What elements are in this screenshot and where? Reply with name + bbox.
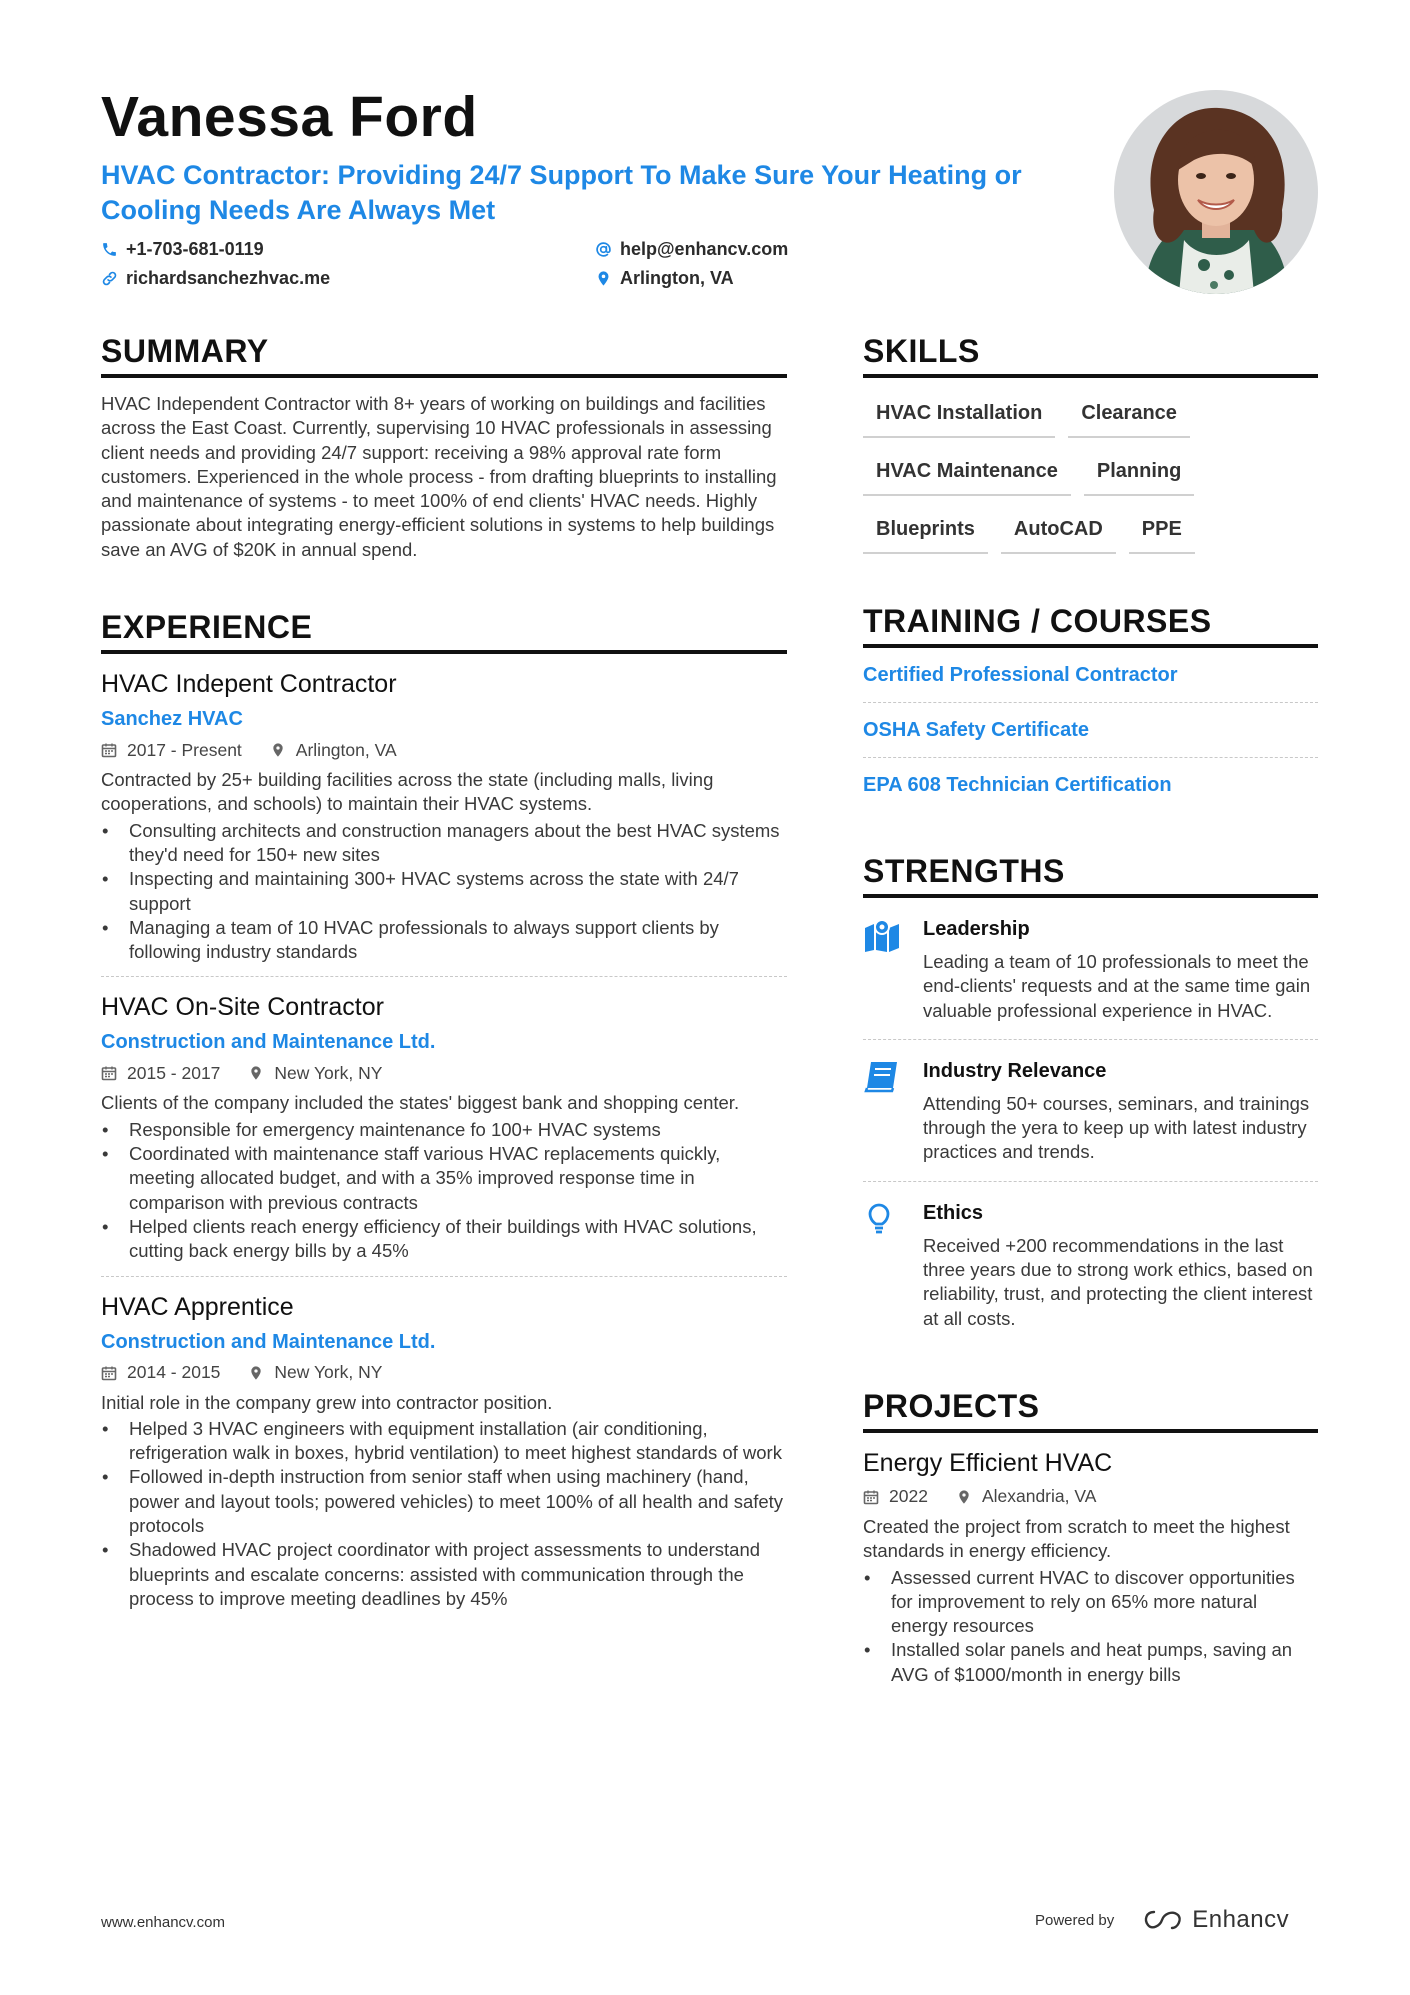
- powered-by-text: Powered by: [1035, 1911, 1115, 1929]
- training-section: [863, 602, 1318, 812]
- skill-tag: HVAC Maintenance: [863, 446, 1071, 496]
- contact-email[interactable]: [595, 238, 1089, 261]
- strength-body: [923, 1200, 1318, 1331]
- skill-tag: HVAC Installation: [863, 388, 1055, 438]
- job-title: HVAC Indepent Contractor: [101, 670, 397, 699]
- skill-tag: Clearance: [1068, 388, 1190, 438]
- bullet-item: • Helped 3 HVAC engineers with equipment installation (air conditioning, refrigeration walk in boxes, hybrid ventilation) to meet highest standards of work: [101, 1417, 787, 1466]
- bullet-item: • Assessed current HVAC to discover opportunities for improvement to rely on 65% more natural energy resources: [863, 1566, 1318, 1639]
- job-bullets: [101, 1118, 787, 1264]
- bullet-item: • Installed solar panels and heat pumps, saving an AVG of $1000/month in energy bills: [863, 1638, 1318, 1687]
- bullet-item: • Followed in-depth instruction from senior staff when using machinery (hand, power and layout tools; powered vehicles) to meet 100% of all health and safety protocols: [101, 1465, 787, 1538]
- project-title: Energy Efficient HVAC: [863, 1448, 1113, 1477]
- resume-header: [101, 84, 1101, 290]
- course-item: EPA 608 Technician Certification: [863, 774, 1172, 796]
- headline: HVAC Contractor: Providing 24/7 Support To Make Sure Your Heating or Cooling Needs Are Always Met: [101, 160, 1022, 225]
- strength-title: Industry Relevance: [923, 1059, 1107, 1082]
- strength-body: [923, 1058, 1318, 1165]
- location-pin-icon: [595, 270, 612, 287]
- strength-item: [863, 1040, 1318, 1182]
- course-item: OSHA Safety Certificate: [863, 703, 1318, 758]
- strengths-heading: STRENGTHS: [863, 852, 1318, 898]
- job-bullets: [101, 1417, 787, 1611]
- bullet-item: • Consulting architects and construction managers about the best HVAC systems they'd need for 150+ new sites: [101, 819, 787, 868]
- strength-title: Ethics: [923, 1201, 984, 1224]
- summary-heading: SUMMARY: [101, 332, 787, 378]
- job-location: New York, NY: [248, 1063, 382, 1084]
- skill-tag: Blueprints: [863, 504, 988, 554]
- experience-entry: [101, 668, 787, 977]
- experience-entry: [101, 991, 787, 1276]
- website-text: richardsanchezhvac.me: [126, 268, 331, 288]
- company-name: Construction and Maintenance Ltd.: [101, 1031, 436, 1054]
- job-bullets: [101, 819, 787, 965]
- contact-info: [101, 238, 1101, 290]
- project-entry: [863, 1447, 1318, 1699]
- strength-description: Received +200 recommendations in the last three years due to strong work ethics, based on reliability, trust, and protecting the client interest at all costs.: [923, 1234, 1313, 1329]
- phone-icon: [101, 241, 118, 258]
- projects-section: [863, 1387, 1318, 1699]
- company-name: Construction and Maintenance Ltd.: [101, 1330, 436, 1353]
- candidate-name: Vanessa Ford: [101, 85, 478, 149]
- location-text: Arlington, VA: [620, 268, 734, 288]
- map-icon: [863, 916, 923, 1023]
- experience-section: [101, 608, 787, 1623]
- job-dates: 2017 - Present: [101, 740, 242, 761]
- contact-website[interactable]: [101, 267, 595, 290]
- strength-item: [863, 1182, 1318, 1347]
- project-dates: 2022: [863, 1486, 928, 1507]
- calendar-icon: [101, 742, 117, 758]
- phone-text: +1-703-681-0119: [126, 239, 264, 259]
- job-location: Arlington, VA: [270, 740, 397, 761]
- summary-section: [101, 332, 787, 562]
- link-icon: [101, 270, 118, 287]
- project-meta: [863, 1485, 1318, 1509]
- calendar-icon: [101, 1065, 117, 1081]
- enhancv-logo-icon: [1140, 1908, 1184, 1932]
- summary-text: HVAC Independent Contractor with 8+ years of working on buildings and facilities across the East Coast. Currently, supervising 10 HVAC professionals in assessing client needs and providing 24/7 support: receiving a 98% approval rate form customers. Experienced in the whole process - from drafting blueprints to installing and maintenance of systems - to meet 100% of end clients' HVAC needs. Highly passionate about integrating energy-efficient solutions in systems to help buildings save an AVG of $20K in annual spend.: [101, 393, 777, 560]
- skills-section: [863, 332, 1318, 562]
- job-description: Clients of the company included the states' biggest bank and shopping center.: [101, 1092, 740, 1114]
- bullet-item: • Coordinated with maintenance staff various HVAC replacements quickly, meeting allocated budget, and with a 35% improved response time in comparison with previous contracts: [101, 1142, 787, 1215]
- strength-description: Attending 50+ courses, seminars, and trainings through the yera to keep up with latest industry practices and trends.: [923, 1092, 1310, 1163]
- footer-branding: [1035, 1906, 1289, 1934]
- lightbulb-icon: [863, 1200, 923, 1331]
- location-pin-icon: [248, 1065, 264, 1081]
- job-description: Initial role in the company grew into contractor position.: [101, 1391, 553, 1413]
- skill-tag: PPE: [1129, 504, 1195, 554]
- job-title: HVAC On-Site Contractor: [101, 993, 384, 1022]
- strength-item: [863, 898, 1318, 1040]
- bullet-item: • Inspecting and maintaining 300+ HVAC systems across the state with 24/7 support: [101, 867, 787, 916]
- profile-photo: [1114, 90, 1318, 294]
- bullet-item: • Shadowed HVAC project coordinator with project assessments to understand blueprints and escalate concerns: assisted with communication through the process to improve meeting deadlines by 45%: [101, 1538, 787, 1611]
- bullet-item: • Responsible for emergency maintenance fo 100+ HVAC systems: [101, 1118, 787, 1142]
- calendar-icon: [101, 1365, 117, 1381]
- footer-website[interactable]: www.enhancv.com: [101, 1914, 225, 1931]
- calendar-icon: [863, 1489, 879, 1505]
- skills-heading: SKILLS: [863, 332, 1318, 378]
- contact-location: [595, 267, 1089, 290]
- bullet-item: • Managing a team of 10 HVAC professionals to always support clients by following industry standards: [101, 916, 787, 965]
- experience-entry: [101, 1291, 787, 1624]
- job-dates: 2014 - 2015: [101, 1362, 220, 1383]
- skills-list: [863, 388, 1318, 562]
- strength-title: Leadership: [923, 918, 1030, 940]
- job-meta: [101, 1361, 787, 1385]
- location-pin-icon: [248, 1365, 264, 1381]
- strength-body: [923, 916, 1318, 1023]
- location-pin-icon: [270, 742, 286, 758]
- project-description: Created the project from scratch to meet the highest standards in energy efficiency.: [863, 1515, 1290, 1562]
- skill-tag: Planning: [1084, 446, 1194, 496]
- strengths-section: [863, 852, 1318, 1347]
- job-meta: [101, 738, 787, 762]
- job-description: Contracted by 25+ building facilities across the state (including malls, living cooperations, and schools) to maintain their HVAC systems.: [101, 769, 714, 815]
- bullet-item: • Helped clients reach energy efficiency of their buildings with HVAC solutions, cutting back energy bills by a 45%: [101, 1215, 787, 1264]
- company-name: Sanchez HVAC: [101, 708, 243, 731]
- job-title: HVAC Apprentice: [101, 1292, 294, 1321]
- project-bullets: [863, 1566, 1318, 1687]
- contact-phone[interactable]: [101, 238, 595, 261]
- at-icon: [595, 241, 612, 258]
- email-text: help@enhancv.com: [620, 239, 789, 259]
- brand-name[interactable]: Enhancv: [1192, 1906, 1290, 1933]
- projects-heading: PROJECTS: [863, 1387, 1318, 1433]
- job-dates: 2015 - 2017: [101, 1063, 220, 1084]
- location-pin-icon: [956, 1489, 972, 1505]
- strength-description: Leading a team of 10 professionals to meet the end-clients' requests and at the same time gain valuable professional experience in HVAC.: [923, 951, 1311, 1021]
- skill-tag: AutoCAD: [1001, 504, 1116, 554]
- book-icon: [863, 1058, 923, 1165]
- right-column: [863, 332, 1318, 1699]
- left-column: [101, 332, 787, 1623]
- training-heading: TRAINING / COURSES: [863, 602, 1318, 648]
- experience-heading: EXPERIENCE: [101, 608, 787, 654]
- project-location: Alexandria, VA: [956, 1486, 1096, 1507]
- course-item: Certified Professional Contractor: [863, 648, 1318, 703]
- job-location: New York, NY: [248, 1362, 382, 1383]
- job-meta: [101, 1061, 787, 1085]
